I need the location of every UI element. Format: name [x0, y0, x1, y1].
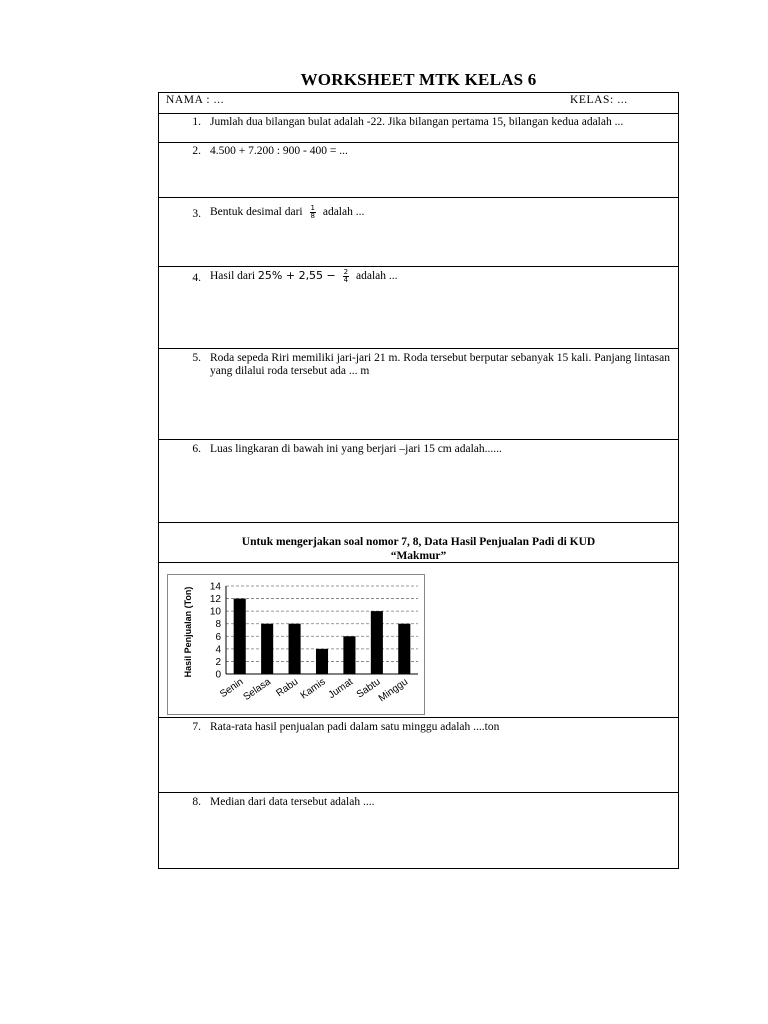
bar	[316, 649, 328, 674]
fraction-numerator: 2	[343, 268, 349, 276]
question-number: 8.	[192, 796, 201, 808]
question-text: Median dari data tersebut adalah ....	[210, 796, 375, 808]
kelas-field: KELAS: ...	[570, 94, 628, 106]
chart-intro-line1: Untuk mengerjakan soal nomor 7, 8, Data Hasil Penjualan Padi di KUD	[241, 536, 596, 548]
question-number: 2.	[192, 145, 201, 157]
y-tick-label: 6	[215, 631, 221, 643]
y-tick-label: 8	[215, 619, 221, 631]
question-number: 5.	[192, 352, 201, 364]
chart-intro	[159, 535, 678, 563]
bar	[289, 624, 301, 674]
y-tick-label: 0	[215, 669, 221, 681]
question-text-before: Bentuk desimal dari	[210, 206, 303, 219]
question-text-after: adalah ...	[322, 206, 365, 219]
bar	[398, 624, 410, 674]
header-row	[159, 93, 678, 113]
fraction-denominator: 4	[343, 276, 349, 284]
question-row-1	[159, 113, 678, 142]
x-tick-label: Rabu	[274, 676, 301, 700]
bar	[371, 611, 383, 674]
question-text: Luas lingkaran di bawah ini yang berjari –jari 15 cm adalah......	[210, 443, 502, 455]
worksheet-title: WORKSHEET MTK KELAS 6	[300, 70, 537, 89]
chart-row	[159, 562, 678, 717]
question-row-3	[159, 197, 678, 266]
nama-field: NAMA : ...	[166, 94, 225, 106]
x-tick-label: Jumat	[326, 676, 356, 702]
question-row-7	[159, 717, 678, 792]
worksheet-table	[158, 92, 679, 869]
x-tick-label: Kamis	[298, 676, 328, 702]
x-tick-label: Senin	[218, 676, 246, 701]
y-tick-label: 4	[215, 644, 221, 656]
question-text-after: adalah ...	[356, 270, 398, 283]
question-number: 4.	[192, 272, 201, 284]
x-tick-label: Minggu	[376, 676, 411, 705]
x-tick-label: Selasa	[241, 676, 273, 703]
fraction-numerator: 1	[310, 204, 315, 212]
fraction	[343, 269, 349, 284]
math-expression: 25% + 2,55 −	[257, 269, 336, 283]
x-tick-label: Sabtu	[354, 676, 383, 701]
question-number: 7.	[192, 721, 201, 733]
question-row-5	[159, 348, 678, 439]
question-text: 4.500 + 7.200 : 900 - 400 = ...	[210, 145, 348, 157]
y-tick-label: 14	[209, 581, 221, 593]
fraction-denominator: 8	[310, 212, 315, 220]
question-number: 6.	[192, 443, 201, 455]
y-tick-label: 10	[209, 606, 221, 618]
question-text-before: Hasil dari	[210, 270, 256, 283]
y-axis-label: Hasil Penjualan (Ton)	[183, 586, 193, 678]
question-text	[210, 269, 670, 284]
question-row-4	[159, 266, 678, 348]
y-tick-label: 12	[209, 594, 221, 606]
question-text: Roda sepeda Riri memiliki jari-jari 21 m. Roda tersebut berputar sebanyak 15 kali. Panjang lintasan yang dilalui roda tersebut ada ... m	[210, 352, 670, 377]
bar	[234, 599, 246, 674]
question-row-8	[159, 792, 678, 869]
bar-chart	[167, 574, 425, 715]
y-tick-label: 2	[215, 656, 221, 668]
question-text	[210, 205, 670, 220]
question-text: Rata-rata hasil penjualan padi dalam satu minggu adalah ....ton	[210, 721, 500, 733]
question-number: 1.	[192, 116, 201, 128]
bar	[261, 624, 273, 674]
question-text: Jumlah dua bilangan bulat adalah -22. Jika bilangan pertama 15, bilangan kedua adalah ...	[210, 116, 624, 128]
question-number: 3.	[192, 208, 201, 220]
chart-intro-line2: “Makmur”	[390, 550, 447, 562]
question-row-2	[159, 142, 678, 197]
fraction	[310, 205, 316, 220]
bar-chart-svg	[168, 575, 424, 714]
chart-intro-row	[159, 522, 678, 562]
bar	[343, 636, 355, 674]
question-row-6	[159, 439, 678, 522]
